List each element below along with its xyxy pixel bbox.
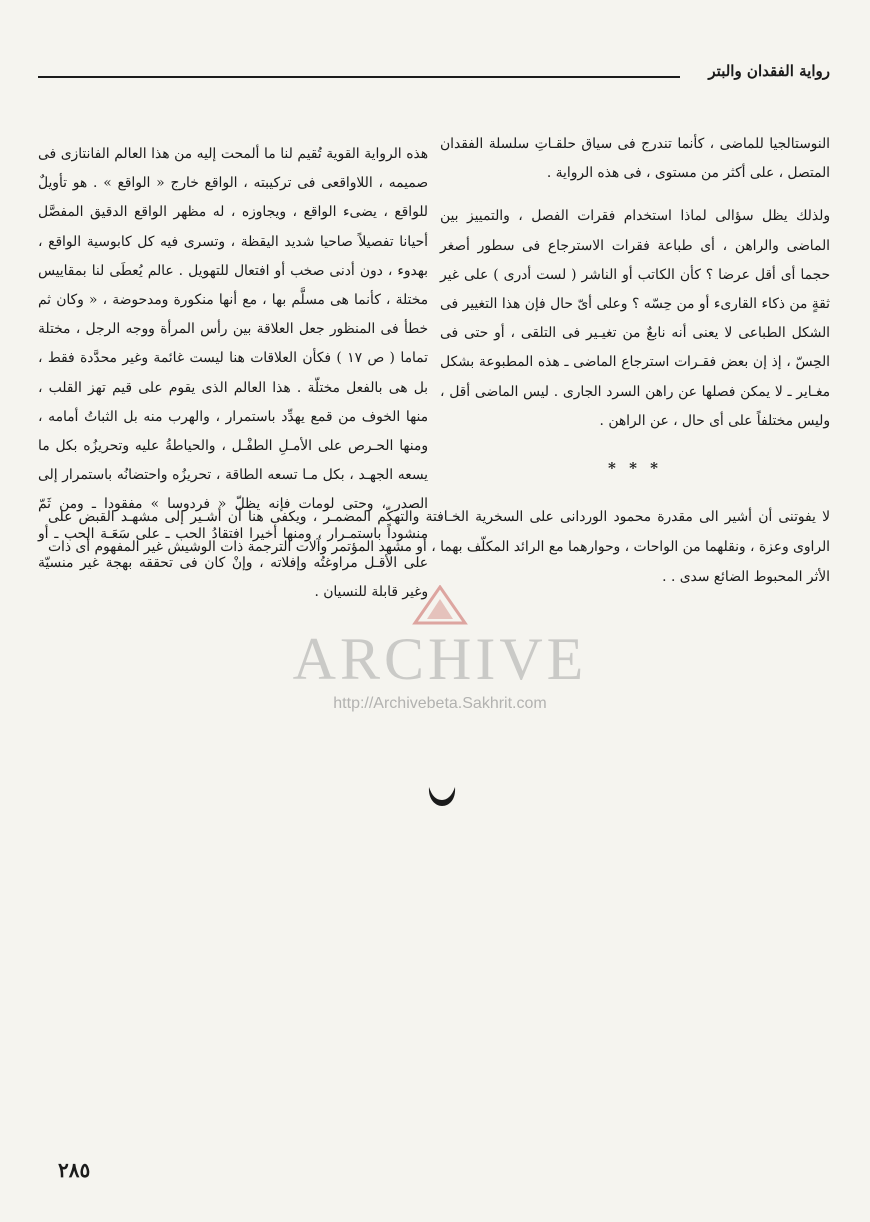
right-column <box>440 130 830 495</box>
watermark-word: ARCHIVE <box>292 626 588 692</box>
page-number: ٢٨٥ <box>58 1158 91 1182</box>
end-ornament-icon <box>426 782 458 808</box>
section-separator: * * * <box>608 459 662 478</box>
right-column-paragraph-1: النوستالجيا للماضى ، كأنما تندرج فى سياق حلقـاتِ سلسلة الفقدان المتصل ، على أكثر من مستوى ، فى هذه الرواية . <box>440 136 830 182</box>
right-column-paragraph-2: ولذلك يظل سؤالى لماذا استخدام فقرات الفصل ، والتمييز بين الماضى والراهن ، أى طباعة فقرات الاسترجاع فى سطور أصغر حجما أى أقل عرضا ؟ كأن الكاتب أو الناشر ( لست أدرى ) على غير ثقةٍ من ذكاء القارىء أو من حِسّه ؟ وعلى أىّ حال فإن هذا التغيير فى الشكل الطباعى لا يعنى أنه نابعٌ من تغيـير فى التلقى ، أو حتى فى الحِسّ ، إذ إن بعض فقـرات استرجاع الماضى ـ هذه المطبوعة بشكل مغـاير ـ لا يمكن فصلها عن راهن السرد الجارى . ليس الماضى أقل ، وليس مختلفاً على أى حال ، عن الراهن . <box>440 208 830 429</box>
wide-paragraph: لا يفوتنى أن أشير الى مقدرة محمود الوردانى على السخرية الخـافتة والتهكّم المضمـر ، ويكفى هنا أن أشـير إلى مشهـد القبض على الراوى وعزة ، ونقلهما من الواحات ، وحوارهما مع الرائد المكلّف بهما ، أو مشهد المؤتمر وآلات الترجمة ذات الوشيش غير المفهوم أى ذات الأثر المحبوط الضائع سدى . . <box>48 509 830 585</box>
running-header-title: رواية الفقدان والبتر <box>708 62 830 80</box>
left-column-paragraph: هذه الرواية القوية تُقيم لنا ما ألمحت إليه من هذا العالم الفانتازى فى صميمه ، اللاواقعى فى تركيبته ، الواقع خارج « الواقع » . هو تأويلٌ للواقع ، يضىء الواقع ، ويجاوزه ، له مظهر الواقع الدقيق المفصَّل أحيانا تفصيلاً صاحيا شديد اليقظة ، وتسرى فيه كل كابوسية الواقع ، بهدوء ، دون أدنى صخب أو افتعال للتهويل . عالم يُعطَى لنا بمقاييس مختلة ، كأنما هى مسلَّم بها ، مع أنها منكورة ومدحوضة ، « وكان ثم خطأ فى المنظور جعل العلاقة بين رأس المرأة ووجه الرجل ، مختلة تماما ( ص ١٧ ) فكأن العلاقات هنا ليست غائمة وغير محدَّدة فقط ، بل هى بالفعل مختلّة . هذا العالم الذى يقوم على قيم تهز القلب ، منها الخوف من قمع يهدِّد باستمرار ، والهرب منه بل الثباتُ أمامه ، ومنها الحـرص على الأمـلِ الطفْـل ، والحياطةُ عليه وتحريزُه بكل ما يسعه الجهـد ، بكل مـا تسعه الطاقة ، تحريزُه واحتضانُه باستمرار إلى الصدر ، وحتى لومات فإنه يظلّ « فردوسا » مفقودا ـ ومن ثَمّ منشوداً باستمـرار ، ومنها أخيرا افتقادُ الحب ـ على سَعَـة الحب ـ أو على الأقـل مراوغتُه وإفلاته ، وإنْ كان فى تحققه بهجة غير منسيّة وغير قابلة للنسيان . <box>38 146 428 601</box>
watermark-url: http://Archivebeta.Sakhrit.com <box>333 695 547 712</box>
header-rule <box>38 76 680 78</box>
